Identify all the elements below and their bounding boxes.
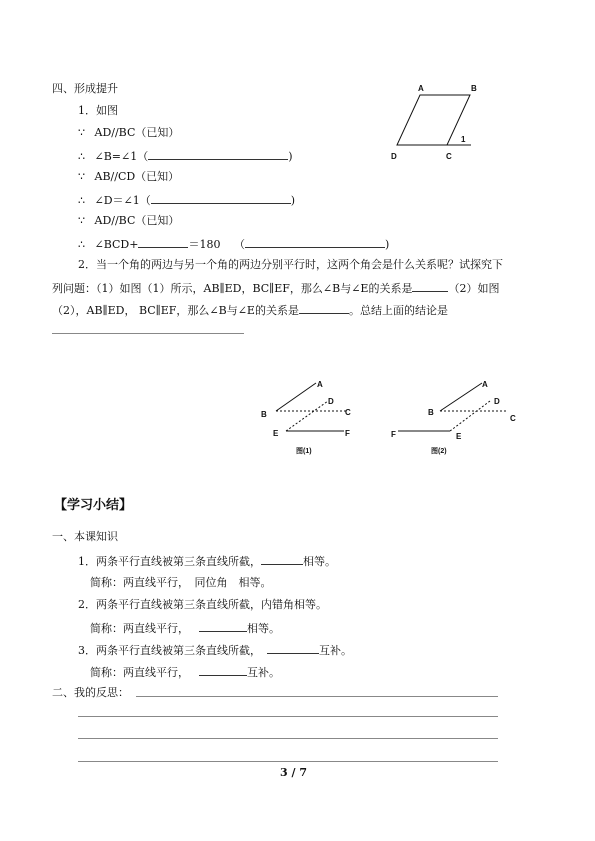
summary-abbr-3	[90, 664, 280, 680]
fig2-label-e: E	[456, 432, 462, 441]
abbr-text: 简称：两直线平行，	[90, 666, 189, 679]
fig1-caption: 图(1)	[296, 448, 312, 455]
close-paren: )	[288, 150, 293, 163]
therefore-symbol: ∴	[78, 194, 85, 207]
q2-text: （2），AB∥ED， BC∥EF，那么∠B与∠E的关系是	[52, 304, 299, 317]
question-2-line-3	[52, 302, 448, 318]
conclusion-blank-line[interactable]	[52, 333, 244, 334]
fig2-label-c: C	[510, 414, 516, 423]
angle-blank[interactable]	[138, 236, 188, 248]
equals-180: ＝180	[188, 238, 221, 251]
close-paren: )	[384, 238, 390, 251]
reflection-line-2[interactable]	[78, 716, 498, 717]
fig1-label-d: D	[328, 397, 334, 406]
parallelogram-figure	[385, 80, 495, 165]
proof-line-5	[78, 214, 179, 228]
figure-2	[390, 375, 520, 460]
question-2-line-2	[52, 280, 499, 296]
item-text: 1．两条平行直线被第三条直线所截，	[78, 555, 261, 568]
reflection-line-3[interactable]	[78, 738, 498, 739]
question-1-title: 1．如图	[78, 104, 118, 117]
summary-subheading-1: 一、本课知识	[52, 530, 118, 543]
fig2-label-d: D	[494, 397, 500, 406]
summary-item-1	[78, 553, 336, 569]
item-text: 互补。	[319, 644, 352, 657]
therefore-symbol: ∴	[78, 150, 85, 163]
item-text: 相等。	[303, 555, 336, 568]
label-a: A	[418, 84, 424, 93]
label-c: C	[446, 152, 452, 161]
q2-text: （2）如图	[448, 282, 500, 295]
proof-line-2	[78, 148, 293, 164]
proof-line-1	[78, 126, 179, 140]
proof-text: AB//CD（已知）	[94, 170, 180, 183]
fig1-label-b: B	[261, 410, 267, 419]
therefore-symbol: ∴	[78, 238, 85, 251]
reason-blank[interactable]	[151, 192, 291, 204]
summary-abbr-2	[90, 620, 280, 636]
because-symbol: ∵	[78, 126, 85, 139]
because-symbol: ∵	[78, 214, 85, 227]
proof-text: AD//BC（已知）	[94, 214, 180, 227]
reason-blank[interactable]	[245, 236, 385, 248]
reflection-line-4[interactable]	[78, 761, 498, 762]
reflection-heading: 二、我的反思：	[52, 686, 129, 699]
reflection-line-1[interactable]	[136, 696, 498, 697]
summary-title: 【学习小结】	[54, 498, 133, 513]
summary-item-3	[78, 642, 352, 658]
fig2-label-a: A	[482, 380, 488, 389]
q2-text: 列问题：（1）如图（1）所示，AB∥ED，BC∥EF，那么∠B与∠E的关系是	[52, 282, 413, 295]
abbr-text: 互补。	[247, 666, 280, 679]
parallelogram	[397, 95, 470, 145]
label-b: B	[471, 84, 477, 93]
summary-abbr-1: 简称：两直线平行， 同位角 相等。	[90, 576, 272, 589]
page-number: 3 / 7	[280, 766, 307, 779]
proof-text: ∠D＝∠1（	[94, 194, 151, 207]
label-d: D	[391, 152, 397, 161]
proof-text: ∠B=∠1（	[94, 150, 149, 163]
fig1-label-e: E	[273, 429, 279, 438]
item3-blank[interactable]	[267, 642, 319, 654]
item-text: 3．两条平行直线被第三条直线所截，	[78, 644, 261, 657]
abbr-text: 简称：两直线平行，	[90, 622, 189, 635]
abbr-text: 相等。	[247, 622, 280, 635]
proof-text: ∠BCD+	[94, 238, 139, 251]
fig2-label-b: B	[428, 408, 434, 417]
fig2-label-f: F	[391, 430, 396, 439]
question-2-line-1: 2．当一个角的两边与另一个角的两边分别平行时，这两个角会是什么关系呢？试探究下	[78, 258, 503, 271]
reason-blank[interactable]	[148, 148, 288, 160]
item1-blank[interactable]	[261, 553, 303, 565]
open-paren: （	[233, 238, 245, 251]
figure-1	[258, 375, 368, 460]
abbr2-blank[interactable]	[199, 620, 247, 632]
section-heading: 四、形成提升	[52, 82, 118, 95]
proof-line-3	[78, 170, 179, 184]
close-paren: )	[290, 194, 296, 207]
q2-text: 。总结上面的结论是	[348, 304, 448, 317]
fig1-label-a: A	[317, 380, 323, 389]
relation-blank-1[interactable]	[412, 280, 448, 292]
abbr3-blank[interactable]	[199, 664, 247, 676]
fig1-label-c: C	[345, 408, 351, 417]
proof-line-6	[78, 236, 389, 252]
fig2-caption: 图(2)	[431, 448, 447, 455]
fig1-label-f: F	[345, 429, 350, 438]
because-symbol: ∵	[78, 170, 85, 183]
summary-item-2: 2．两条平行直线被第三条直线所截，内错角相等。	[78, 598, 327, 611]
proof-text: AD//BC（已知）	[94, 126, 180, 139]
label-angle-1: 1	[461, 135, 466, 144]
proof-line-4	[78, 192, 295, 208]
relation-blank-2[interactable]	[299, 302, 349, 314]
